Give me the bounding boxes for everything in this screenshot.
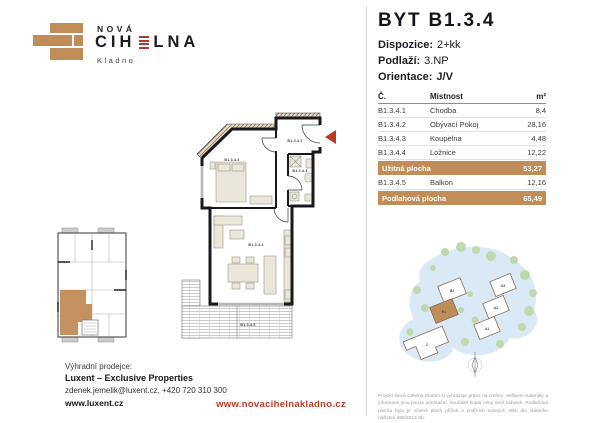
apartment-title: BYT B1.3.4: [378, 10, 496, 31]
seller-website-link[interactable]: www.luxent.cz: [65, 398, 124, 408]
wardrobe: [250, 196, 272, 204]
usable-area-value: 53,27: [523, 163, 542, 173]
fridge: [285, 290, 291, 299]
seller-name: Luxent – Exclusive Properties: [65, 373, 194, 383]
cell-no: B1.3.4.4: [378, 148, 406, 157]
table-row: [378, 132, 546, 146]
spec-label: Podlaží:: [378, 55, 421, 67]
room-label-obyvaci: B1.3.4.2: [248, 243, 264, 247]
seller-contact-link[interactable]: zdenek.jemelik@luxent.cz, +420 720 310 300: [65, 386, 227, 395]
room-label-balkon: B1.3.4.5: [240, 323, 256, 327]
room-label-chodba: B1.3.4.1: [287, 139, 303, 143]
brand-main-left: CIH: [95, 33, 136, 51]
cell-no: B1.3.4.1: [378, 106, 406, 115]
brand-name-top: NOVÁ: [97, 24, 136, 34]
room-label-loznice: B1.3.4.4: [224, 158, 240, 162]
dining-table: [228, 264, 258, 282]
cell-room: Chodba: [430, 106, 457, 115]
cell-room: Balkon: [430, 178, 453, 187]
cell-no: B1.3.4.5: [378, 178, 406, 187]
brick-icon: [33, 35, 72, 46]
washer: [290, 192, 299, 201]
spec-value: J/V: [436, 71, 453, 83]
brick-icon: [74, 35, 83, 46]
brick-icon: [50, 23, 83, 33]
toilet: [305, 173, 312, 182]
col-number: Č.: [378, 92, 386, 101]
stair-core: [82, 320, 98, 335]
spec-podlazi: [378, 53, 461, 69]
seller-heading: Výhradní prodejce:: [65, 362, 133, 371]
apartment-floor-plan: [180, 112, 340, 342]
floor-overview-plan: [28, 226, 152, 346]
spec-value: 2+kk: [437, 39, 461, 51]
cell-room: Obývací Pokoj: [430, 120, 479, 129]
unit-floor: [202, 118, 320, 304]
project-website-link[interactable]: www.novacihelnakladno.cz: [216, 399, 346, 410]
table-row: [378, 104, 546, 118]
site-plan: [375, 230, 575, 378]
table-row: [378, 118, 546, 132]
building-label-c: C: [425, 343, 429, 347]
table-row: [378, 146, 546, 160]
cell-room: Koupelna: [430, 134, 462, 143]
brand-main-right: LNA: [153, 33, 200, 51]
column-divider: [366, 6, 367, 416]
building-label-a2: A2: [493, 306, 499, 310]
bath-sink: [306, 159, 312, 168]
letter-e-bars-icon: [139, 36, 149, 49]
spec-orientace: [378, 69, 461, 85]
table-header-row: [378, 90, 546, 104]
boiler: [305, 194, 312, 201]
cell-area: 4,48: [531, 134, 546, 143]
spec-label: Dispozice:: [378, 39, 434, 51]
cell-area: 8,4: [535, 106, 546, 115]
nightstand: [210, 162, 215, 169]
col-area: m²: [536, 92, 546, 101]
spec-value: 3.NP: [424, 55, 449, 67]
sideboard: [264, 256, 276, 294]
usable-area-row: [378, 161, 546, 175]
coffee-table: [230, 230, 244, 239]
room-label-koupelna: B1.3.4.3: [292, 169, 308, 173]
cell-area: 28,16: [527, 120, 546, 129]
brand-name-sub: Kladno: [97, 56, 136, 65]
stove: [285, 248, 291, 257]
brand-name-main: [95, 33, 199, 52]
apartment-specs: [378, 37, 461, 85]
brick-icon: [50, 48, 83, 60]
sink: [285, 236, 291, 245]
entrance-arrow-icon: [325, 130, 336, 144]
col-room: Místnost: [430, 92, 463, 101]
room-area-table: [378, 90, 546, 206]
building-label-a1: A1: [484, 327, 490, 331]
legal-disclaimer: Projekt Nová Cihelna Kladno si vyhrazuje právo na změny. Veškeré materiály a informace jsou pouze orientační. Součástí kupní ceny není nábytek. Podlahová plocha bytu je včetně ploch příček a vnitřních nosných stěn dle vládního nařízení 366/2013 Sb.: [378, 394, 548, 422]
building-label-b2: B2: [449, 289, 455, 293]
cell-area: 12,22: [527, 148, 546, 157]
compass-icon: [468, 352, 482, 377]
building-label-b1: B1: [441, 310, 447, 314]
total-area-row: [378, 191, 546, 205]
usable-area-label: Užitná plocha: [382, 163, 431, 173]
building-label-a3: A3: [500, 284, 506, 288]
spec-dispozice: [378, 37, 461, 53]
cell-room: Ložnice: [430, 148, 456, 157]
cell-no: B1.3.4.3: [378, 134, 406, 143]
brand-logo: [33, 23, 85, 61]
cell-no: B1.3.4.2: [378, 120, 406, 129]
cell-area: 12,16: [527, 178, 546, 187]
total-area-value: 65,49: [523, 193, 542, 203]
table-row-balcony: [378, 176, 546, 190]
total-area-label: Podlahová plocha: [382, 193, 447, 203]
spec-label: Orientace:: [378, 71, 433, 83]
